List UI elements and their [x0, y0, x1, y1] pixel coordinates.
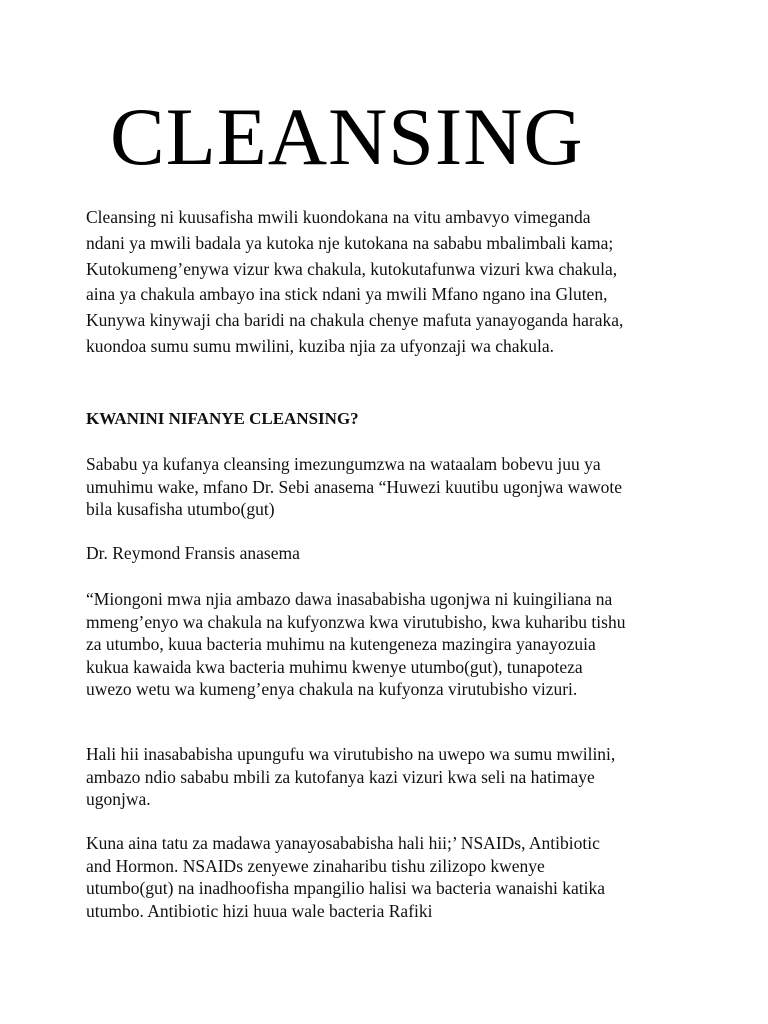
document-title: CLEANSING [110, 91, 584, 182]
paragraph-consequence: Hali hii inasababisha upungufu wa virutubisho na uwepo wa sumu mwilini, ambazo ndio sababu mbili za kutofanya kazi vizuri kwa seli na hatimaye ugonjwa. [86, 744, 616, 809]
paragraph-dr-sebi: Sababu ya kufanya cleansing imezungumzwa na wataalam bobevu juu ya umuhimu wake, mfano Dr. Sebi anasema “Huwezi kuutibu ugonjwa wawote bila kusafisha utumbo(gut) [86, 454, 623, 519]
paragraph-drug-types: Kuna aina tatu za madawa yanayosababisha hali hii;’ NSAIDs, Antibiotic and Hormon. NSAIDs zenyewe zinaharibu tishu zilizopo kwenye utumbo(gut) na inadhoofisha mpangilio halisi wa bacteria wanaishi katika utumbo. Antibiotic hizi huua wale bacteria Rafiki [86, 833, 606, 921]
section-heading: KWANINI NIFANYE CLEANSING? [86, 409, 359, 428]
paragraph-dr-reymond: Dr. Reymond Fransis anasema [86, 543, 300, 563]
paragraph-quote: “Miongoni mwa njia ambazo dawa inasababisha ugonjwa ni kuingiliana na mmeng’enyo wa chakula na kufyonzwa kwa virutubisho, kwa kuharibu tishu za utumbo, kuua bacteria muhimu na kutengeneza mazingira yanayozuia kukua kawaida kwa bacteria muhimu kwenye utumbo(gut), tunapoteza uwezo wetu wa kumeng’enya chakula na kufyonza virutubisho vizuri. [86, 589, 626, 699]
intro-paragraph: Cleansing ni kuusafisha mwili kuondokana na vitu ambavyo vimeganda ndani ya mwili badala ya kutoka nje kutokana na sababu mbalimbali kama; Kutokumeng’enywa vizur kwa chakula, kutokutafunwa vizuri kwa chakula, aina ya chakula ambayo ina stick ndani ya mwili Mfano ngano ina Gluten, Kunywa kinywaji cha baridi na chakula chenye mafuta yanayoganda haraka, kuondoa sumu sumu mwilini, kuziba njia za ufyonzaji wa chakula. [86, 207, 624, 356]
